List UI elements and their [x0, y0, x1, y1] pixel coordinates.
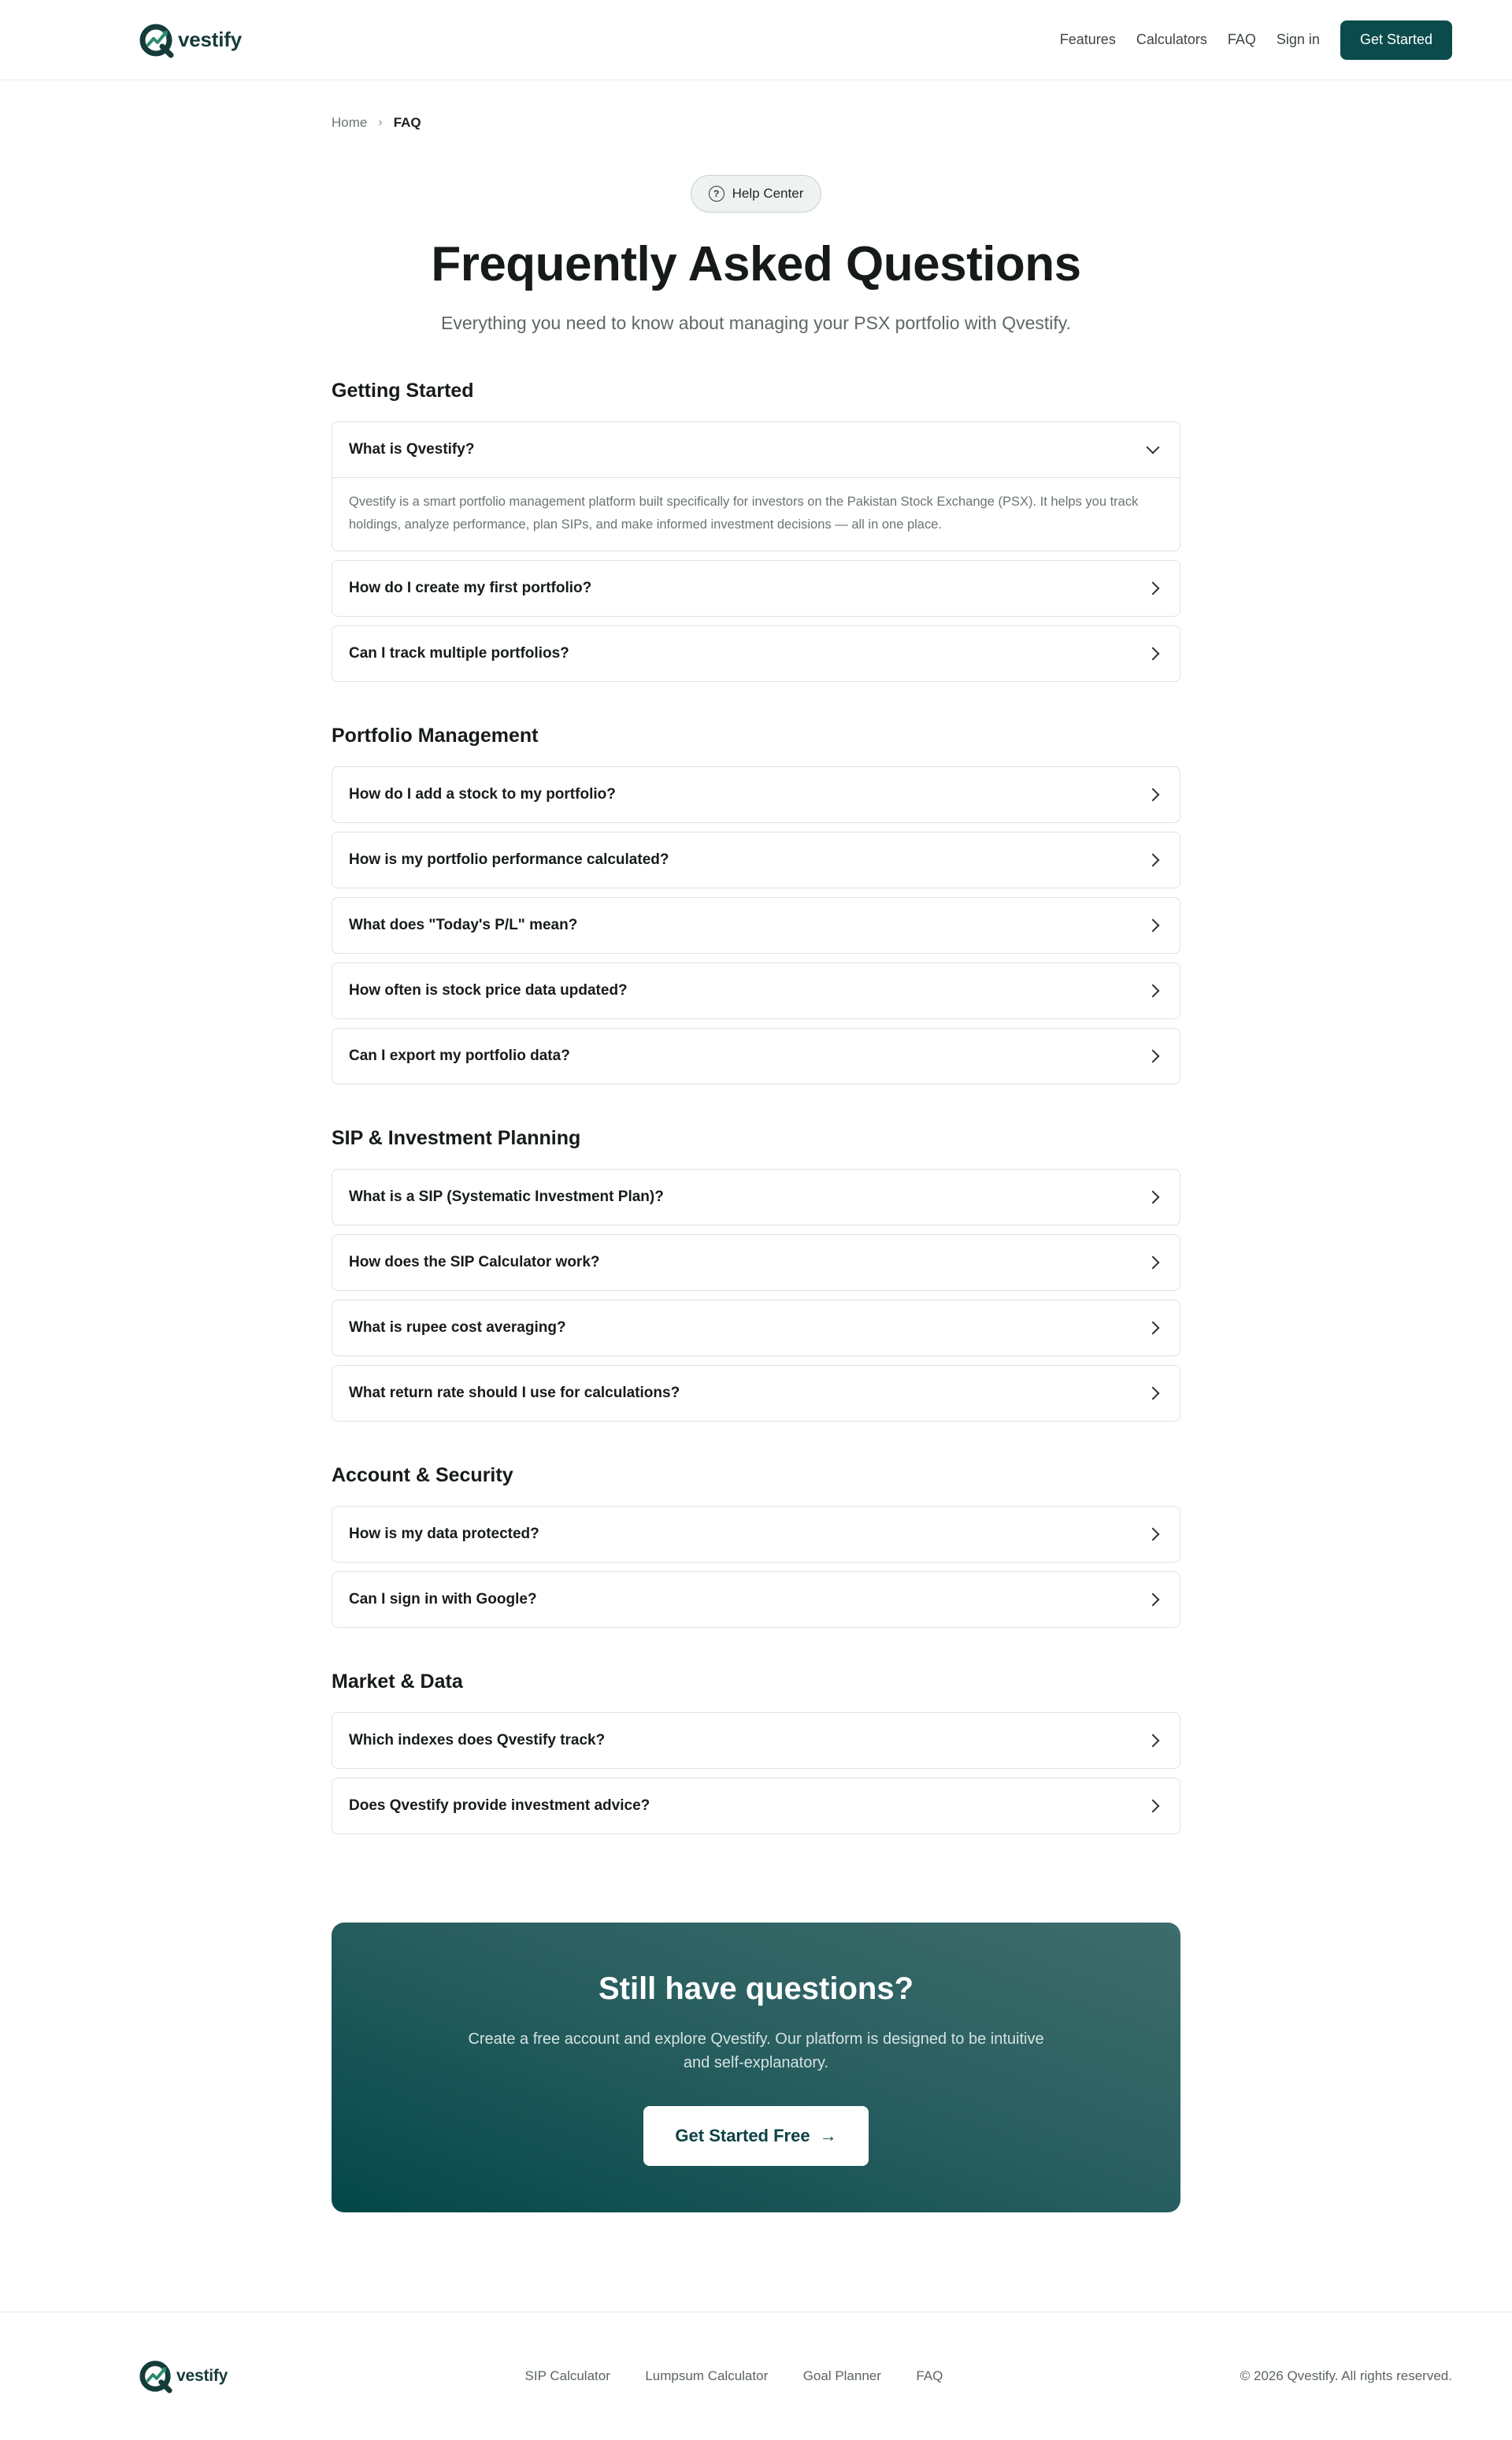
chevron-right-icon [1147, 788, 1160, 802]
chevron-right-icon [1147, 1322, 1160, 1335]
cta-title: Still have questions? [598, 1971, 914, 2006]
faq-question: What return rate should I use for calculations? [349, 1385, 680, 1401]
footer-links [510, 2368, 959, 2384]
cta-panel [332, 1923, 1180, 2212]
hero [332, 175, 1180, 337]
get-started-free-button[interactable] [643, 2106, 868, 2166]
faq-question: What does "Today's P/L" mean? [349, 917, 578, 933]
faq-question-toggle[interactable] [332, 832, 1180, 888]
copyright: © 2026 Qvestify. All rights reserved. [1240, 2368, 1452, 2383]
faq-item [332, 1571, 1180, 1628]
faq-question-toggle[interactable] [332, 963, 1180, 1018]
faq-question: What is a SIP (Systematic Investment Plan)? [349, 1188, 664, 1205]
section-title: Market & Data [332, 1671, 463, 1693]
logo[interactable] [139, 22, 242, 58]
arrow-right-icon: → [819, 2126, 837, 2145]
faq-item [332, 897, 1180, 954]
footer-link-lumpsum-calculator[interactable]: Lumpsum Calculator [645, 2368, 769, 2383]
page-title: Frequently Asked Questions [431, 237, 1081, 291]
faq-question-toggle[interactable] [332, 1235, 1180, 1290]
faq-question: Which indexes does Qvestify track? [349, 1732, 606, 1748]
faq-item [332, 766, 1180, 823]
footer-logo[interactable] [139, 2359, 228, 2394]
chevron-right-icon [1147, 1191, 1160, 1204]
main-nav [1040, 20, 1452, 60]
logo-mark-icon [139, 22, 175, 58]
faq-section [332, 1464, 1180, 1628]
footer-logo-text: vestify [176, 2367, 228, 2385]
chevron-right-icon [1147, 985, 1160, 998]
faq-section [332, 725, 1180, 1085]
section-title: Account & Security [332, 1464, 513, 1486]
faq-section [332, 380, 1180, 682]
breadcrumb-home[interactable]: Home [332, 115, 368, 130]
nav-faq[interactable]: FAQ [1227, 32, 1256, 47]
faq-item [332, 962, 1180, 1019]
faq-question: How is my data protected? [349, 1526, 539, 1542]
faq-question-toggle[interactable] [332, 1507, 1180, 1562]
faq-question-toggle[interactable] [332, 1170, 1180, 1225]
nav-calculators[interactable]: Calculators [1136, 32, 1207, 47]
faq-question: How does the SIP Calculator work? [349, 1254, 600, 1270]
chevron-right-icon: › [378, 116, 383, 129]
faq-question: What is rupee cost averaging? [349, 1319, 566, 1336]
faq-question-toggle[interactable] [332, 1778, 1180, 1834]
site-header [0, 0, 1512, 80]
faq-question: How often is stock price data updated? [349, 982, 628, 999]
nav-sign-in[interactable]: Sign in [1276, 32, 1320, 47]
main-content [332, 115, 1180, 2212]
faq-item [332, 1300, 1180, 1356]
faq-question-toggle[interactable] [332, 1572, 1180, 1627]
faq-question-toggle[interactable] [332, 561, 1180, 616]
faq-question: Can I track multiple portfolios? [349, 645, 569, 662]
chevron-right-icon [1147, 1800, 1160, 1813]
help-center-badge [691, 175, 822, 213]
chevron-right-icon [1147, 647, 1160, 661]
breadcrumb [332, 115, 1180, 131]
faq-question-toggle[interactable] [332, 1366, 1180, 1421]
chevron-down-icon [1147, 441, 1160, 454]
faq-item [332, 832, 1180, 888]
chevron-right-icon [1147, 582, 1160, 595]
faq-question: How do I add a stock to my portfolio? [349, 786, 616, 803]
faq-question: How is my portfolio performance calculated? [349, 851, 669, 868]
faq-question: Can I export my portfolio data? [349, 1048, 570, 1064]
chevron-right-icon [1147, 919, 1160, 933]
chevron-right-icon [1147, 1256, 1160, 1270]
chevron-right-icon [1147, 1387, 1160, 1400]
footer-link-goal-planner[interactable]: Goal Planner [802, 2368, 881, 2383]
footer-link-sip-calculator[interactable]: SIP Calculator [524, 2368, 610, 2383]
faq-section [332, 1671, 1180, 1834]
faq-item [332, 1234, 1180, 1291]
nav-features[interactable]: Features [1059, 32, 1116, 47]
faq-question: Does Qvestify provide investment advice? [349, 1797, 650, 1814]
question-circle-icon: ? [709, 186, 724, 202]
faq-item [332, 1778, 1180, 1834]
faq-answer: Qvestify is a smart portfolio management platform built specifically for investors on the Pakistan Stock Exchange (PSX). It helps you track holdings, analyze performance, plan SIPs, and make informed investment decisions — all in one place. [332, 477, 1180, 551]
chevron-right-icon [1147, 1050, 1160, 1063]
logo-mark-icon [139, 2359, 173, 2394]
faq-section [332, 1127, 1180, 1422]
faq-question-toggle[interactable] [332, 626, 1180, 681]
faq-question-toggle[interactable] [332, 898, 1180, 953]
faq-question: Can I sign in with Google? [349, 1591, 537, 1608]
logo-text: vestify [178, 28, 242, 51]
faq-item [332, 1169, 1180, 1226]
faq-item [332, 560, 1180, 617]
chevron-right-icon [1147, 1528, 1160, 1541]
page-subtitle: Everything you need to know about managing your PSX portfolio with Qvestify. [441, 313, 1071, 333]
faq-question-toggle[interactable] [332, 422, 1180, 477]
faq-item [332, 1506, 1180, 1563]
section-title: Getting Started [332, 380, 474, 402]
chevron-right-icon [1147, 1593, 1160, 1607]
footer-link-faq[interactable]: FAQ [916, 2368, 943, 2383]
get-started-button[interactable]: Get Started [1340, 20, 1452, 60]
faq-question-toggle[interactable] [332, 1300, 1180, 1355]
faq-question-toggle[interactable] [332, 1713, 1180, 1768]
faq-question: What is Qvestify? [349, 441, 475, 458]
faq-question-toggle[interactable] [332, 1029, 1180, 1084]
cta-text: Create a free account and explore Qvestify. Our platform is designed to be intuitive and self-explanatory. [468, 2030, 1044, 2071]
section-title: SIP & Investment Planning [332, 1127, 581, 1149]
chevron-right-icon [1147, 854, 1160, 867]
faq-item [332, 1365, 1180, 1422]
faq-question-toggle[interactable] [332, 767, 1180, 822]
faq-item [332, 625, 1180, 682]
badge-label: Help Center [732, 186, 804, 201]
chevron-right-icon [1147, 1734, 1160, 1748]
faq-item [332, 1028, 1180, 1085]
faq-item [332, 421, 1180, 551]
cta-button-label: Get Started Free [675, 2126, 810, 2145]
breadcrumb-current: FAQ [393, 115, 421, 130]
faq-question: How do I create my first portfolio? [349, 580, 592, 596]
faq-sections [332, 380, 1180, 1834]
site-footer [0, 2312, 1512, 2440]
faq-item [332, 1712, 1180, 1769]
section-title: Portfolio Management [332, 725, 539, 747]
